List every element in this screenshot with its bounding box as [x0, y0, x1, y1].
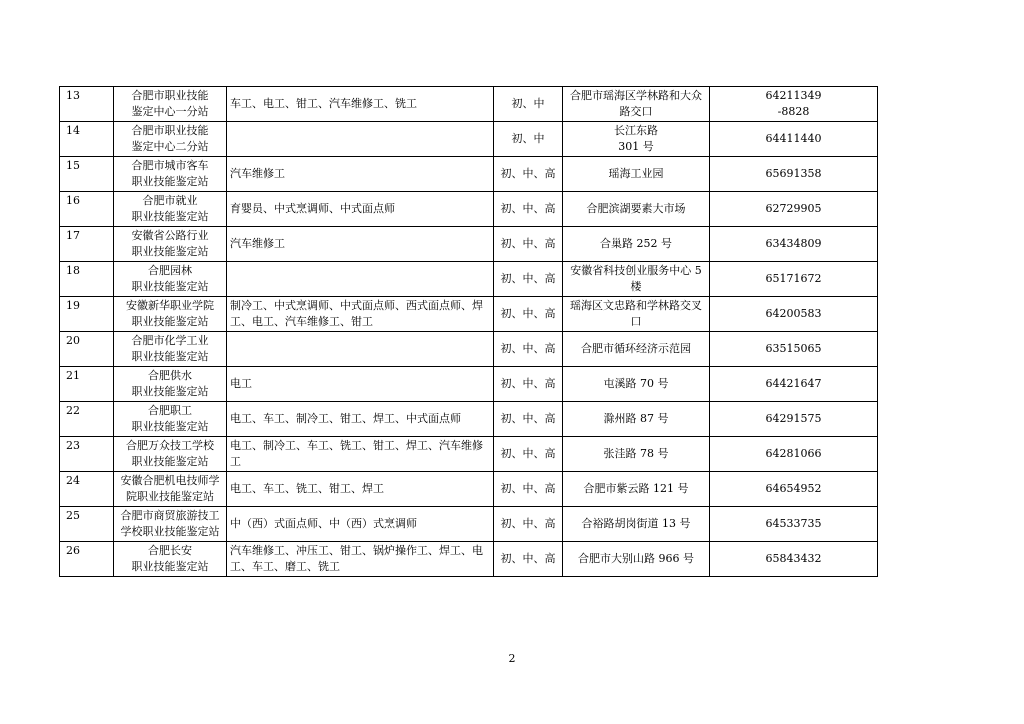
- cell-station-name-line: 鉴定中心一分站: [131, 105, 209, 118]
- cell-occupations: [227, 122, 494, 157]
- table-row: [60, 87, 878, 122]
- station-table: [59, 86, 878, 577]
- cell-occupations-line: 汽车维修工: [230, 237, 285, 250]
- cell-station-name-line: 职业技能鉴定站: [131, 315, 209, 328]
- cell-phone-line: 64411440: [765, 132, 822, 145]
- cell-number-text: 26: [66, 544, 80, 557]
- cell-occupations: [227, 227, 494, 262]
- cell-occupations: [227, 192, 494, 227]
- cell-level: [494, 367, 563, 402]
- cell-station-name-line: 安徽合肥机电技师学: [120, 474, 220, 487]
- cell-occupations-line: 电工、车工、制冷工、钳工、焊工、中式面点师: [230, 412, 461, 425]
- table-row: [60, 437, 878, 472]
- cell-address: [563, 297, 710, 332]
- cell-station-name-line: 合肥长安: [148, 544, 192, 557]
- cell-phone-line: 64533735: [765, 517, 822, 530]
- cell-number-text: 22: [66, 404, 80, 417]
- cell-address-line: 口: [630, 315, 642, 328]
- cell-station-name-line: 合肥市商贸旅游技工: [120, 509, 220, 522]
- cell-phone-line: 65691358: [765, 167, 822, 180]
- cell-level: [494, 542, 563, 577]
- cell-address: [563, 507, 710, 542]
- cell-occupations-line: 工、电工、汽车维修工、钳工: [230, 315, 373, 328]
- cell-number-text: 25: [66, 509, 80, 522]
- cell-level: [494, 437, 563, 472]
- table-row: [60, 227, 878, 262]
- cell-station-name-line: 合肥园林: [148, 264, 192, 277]
- cell-station-name: [114, 87, 227, 122]
- cell-station-name: [114, 262, 227, 297]
- cell-occupations-line: 电工: [230, 377, 252, 390]
- cell-station-name-line: 职业技能鉴定站: [131, 385, 209, 398]
- cell-phone-line: 63515065: [765, 342, 822, 355]
- cell-level-text: 初、中、高: [500, 517, 556, 530]
- cell-phone-line: 62729905: [765, 202, 822, 215]
- cell-level: [494, 332, 563, 367]
- cell-number: [60, 227, 114, 262]
- cell-address-line: 合肥市紫云路 121 号: [583, 482, 689, 495]
- cell-occupations: [227, 402, 494, 437]
- cell-station-name: [114, 157, 227, 192]
- cell-address-line: 合肥市大别山路 966 号: [578, 552, 694, 565]
- cell-occupations: [227, 542, 494, 577]
- cell-address-line: 楼: [630, 280, 642, 293]
- cell-address-line: 安徽省科技创业服务中心 5: [570, 264, 702, 277]
- cell-level: [494, 192, 563, 227]
- cell-address: [563, 332, 710, 367]
- cell-phone-line: 64200583: [765, 307, 822, 320]
- cell-address: [563, 87, 710, 122]
- cell-station-name-line: 鉴定中心二分站: [131, 140, 209, 153]
- cell-phone: [710, 87, 878, 122]
- cell-number-text: 16: [66, 194, 80, 207]
- cell-level-text: 初、中、高: [500, 202, 556, 215]
- table-row: [60, 192, 878, 227]
- cell-number: [60, 472, 114, 507]
- cell-station-name: [114, 402, 227, 437]
- cell-occupations-line: 育婴员、中式烹调师、中式面点师: [230, 202, 395, 215]
- cell-occupations: [227, 437, 494, 472]
- table-row: [60, 332, 878, 367]
- cell-station-name-line: 院职业技能鉴定站: [126, 490, 214, 503]
- cell-level-text: 初、中、高: [500, 447, 556, 460]
- cell-station-name: [114, 542, 227, 577]
- cell-phone-line: 65843432: [765, 552, 822, 565]
- cell-number: [60, 262, 114, 297]
- cell-station-name-line: 安徽新华职业学院: [126, 299, 214, 312]
- cell-address: [563, 402, 710, 437]
- cell-station-name-line: 职业技能鉴定站: [131, 245, 209, 258]
- cell-phone: [710, 507, 878, 542]
- cell-level-text: 初、中、高: [500, 237, 556, 250]
- table-row: [60, 297, 878, 332]
- table-body: [60, 87, 878, 577]
- cell-occupations-line: 工、车工、磨工、铣工: [230, 560, 340, 573]
- cell-station-name: [114, 472, 227, 507]
- cell-station-name-line: 合肥市就业: [142, 194, 198, 207]
- cell-phone-line: 65171672: [765, 272, 822, 285]
- cell-address: [563, 542, 710, 577]
- cell-level-text: 初、中、高: [500, 377, 556, 390]
- table-row: [60, 402, 878, 437]
- cell-address-line: 合肥市循环经济示范园: [581, 342, 691, 355]
- cell-station-name: [114, 227, 227, 262]
- cell-phone: [710, 332, 878, 367]
- cell-phone-line: 64421647: [765, 377, 822, 390]
- cell-number: [60, 157, 114, 192]
- cell-phone: [710, 472, 878, 507]
- cell-level-text: 初、中、高: [500, 552, 556, 565]
- cell-level-text: 初、中: [511, 97, 545, 110]
- cell-phone: [710, 157, 878, 192]
- cell-station-name-line: 学校职业技能鉴定站: [120, 525, 220, 538]
- cell-number-text: 23: [66, 439, 80, 452]
- cell-station-name: [114, 367, 227, 402]
- cell-phone: [710, 192, 878, 227]
- cell-number-text: 19: [66, 299, 80, 312]
- cell-address: [563, 472, 710, 507]
- cell-phone: [710, 437, 878, 472]
- cell-station-name-line: 合肥市城市客车: [131, 159, 209, 172]
- cell-station-name-line: 职业技能鉴定站: [131, 420, 209, 433]
- cell-address: [563, 262, 710, 297]
- cell-phone: [710, 122, 878, 157]
- cell-phone-line: 64281066: [765, 447, 822, 460]
- cell-number: [60, 437, 114, 472]
- cell-station-name-line: 合肥职工: [148, 404, 192, 417]
- cell-number: [60, 367, 114, 402]
- cell-number: [60, 192, 114, 227]
- cell-phone: [710, 402, 878, 437]
- cell-occupations-line: 车工、电工、钳工、汽车维修工、铣工: [230, 97, 417, 110]
- cell-station-name-line: 职业技能鉴定站: [131, 280, 209, 293]
- cell-phone: [710, 367, 878, 402]
- cell-address-line: 瑶海区文忠路和学林路交叉: [570, 299, 702, 312]
- cell-level: [494, 262, 563, 297]
- cell-occupations: [227, 332, 494, 367]
- cell-address: [563, 122, 710, 157]
- cell-station-name-line: 合肥市职业技能: [131, 124, 209, 137]
- cell-number-text: 21: [66, 369, 80, 382]
- cell-station-name-line: 合肥市职业技能: [131, 89, 209, 102]
- cell-phone: [710, 262, 878, 297]
- cell-occupations: [227, 297, 494, 332]
- cell-level: [494, 507, 563, 542]
- cell-station-name-line: 职业技能鉴定站: [131, 560, 209, 573]
- cell-occupations-line: 汽车维修工、冲压工、钳工、锅炉操作工、焊工、电: [230, 544, 483, 557]
- cell-address-line: 合肥市瑶海区学林路和大众: [570, 89, 702, 102]
- cell-level: [494, 122, 563, 157]
- cell-level-text: 初、中、高: [500, 342, 556, 355]
- table-row: [60, 507, 878, 542]
- cell-address-line: 301 号: [618, 140, 654, 153]
- cell-occupations-line: 电工、制冷工、车工、铣工、钳工、焊工、汽车维修: [230, 439, 483, 452]
- page-number: 2: [508, 652, 516, 665]
- cell-occupations: [227, 262, 494, 297]
- cell-address-line: 路交口: [619, 105, 653, 118]
- cell-level-text: 初、中、高: [500, 307, 556, 320]
- cell-phone-line: -8828: [777, 105, 810, 118]
- cell-number: [60, 402, 114, 437]
- cell-number: [60, 297, 114, 332]
- cell-number-text: 14: [66, 124, 80, 137]
- cell-level: [494, 227, 563, 262]
- cell-level-text: 初、中、高: [500, 482, 556, 495]
- table-row: [60, 157, 878, 192]
- cell-phone-line: 64211349: [765, 89, 822, 102]
- cell-address: [563, 437, 710, 472]
- cell-station-name-line: 合肥市化学工业: [131, 334, 209, 347]
- cell-level: [494, 87, 563, 122]
- cell-station-name: [114, 332, 227, 367]
- cell-number: [60, 332, 114, 367]
- cell-occupations-line: 工: [230, 455, 241, 468]
- cell-address-line: 合裕路胡岗街道 13 号: [581, 517, 691, 530]
- cell-station-name-line: 职业技能鉴定站: [131, 175, 209, 188]
- cell-station-name: [114, 297, 227, 332]
- cell-station-name-line: 职业技能鉴定站: [131, 210, 209, 223]
- cell-number-text: 20: [66, 334, 80, 347]
- cell-level: [494, 402, 563, 437]
- table-row: [60, 262, 878, 297]
- table-row: [60, 472, 878, 507]
- cell-number: [60, 507, 114, 542]
- cell-occupations-line: 电工、车工、铣工、钳工、焊工: [230, 482, 384, 495]
- cell-occupations: [227, 367, 494, 402]
- cell-phone: [710, 227, 878, 262]
- cell-address: [563, 192, 710, 227]
- cell-occupations: [227, 87, 494, 122]
- cell-occupations-line: 汽车维修工: [230, 167, 285, 180]
- cell-address-line: 合肥滨湖要素大市场: [586, 202, 686, 215]
- cell-number-text: 15: [66, 159, 80, 172]
- cell-level: [494, 297, 563, 332]
- cell-station-name: [114, 437, 227, 472]
- cell-level: [494, 472, 563, 507]
- cell-address-line: 瑶海工业园: [608, 167, 664, 180]
- cell-level-text: 初、中: [511, 132, 545, 145]
- cell-address-line: 合巢路 252 号: [600, 237, 672, 250]
- table-row: [60, 122, 878, 157]
- cell-number: [60, 87, 114, 122]
- cell-occupations-line: 中（西）式面点师、中（西）式烹调师: [230, 517, 417, 530]
- cell-level-text: 初、中、高: [500, 272, 556, 285]
- cell-station-name: [114, 192, 227, 227]
- cell-station-name-line: 职业技能鉴定站: [131, 455, 209, 468]
- cell-occupations: [227, 472, 494, 507]
- cell-station-name-line: 合肥供水: [148, 369, 192, 382]
- cell-level-text: 初、中、高: [500, 167, 556, 180]
- cell-station-name-line: 职业技能鉴定站: [131, 350, 209, 363]
- cell-address: [563, 227, 710, 262]
- cell-level: [494, 157, 563, 192]
- cell-number: [60, 542, 114, 577]
- cell-number-text: 13: [66, 89, 80, 102]
- table-row: [60, 542, 878, 577]
- cell-number-text: 24: [66, 474, 80, 487]
- cell-number: [60, 122, 114, 157]
- cell-address-line: 长江东路: [614, 124, 658, 137]
- cell-level-text: 初、中、高: [500, 412, 556, 425]
- cell-address: [563, 157, 710, 192]
- cell-occupations-line: 制冷工、中式烹调师、中式面点师、西式面点师、焊: [230, 299, 483, 312]
- cell-number-text: 18: [66, 264, 80, 277]
- cell-phone-line: 64654952: [765, 482, 822, 495]
- table-row: [60, 367, 878, 402]
- cell-phone-line: 64291575: [765, 412, 822, 425]
- cell-phone-line: 63434809: [765, 237, 822, 250]
- cell-station-name: [114, 507, 227, 542]
- cell-occupations: [227, 507, 494, 542]
- cell-address-line: 屯溪路 70 号: [603, 377, 669, 390]
- cell-station-name-line: 安徽省公路行业: [131, 229, 209, 242]
- cell-number-text: 17: [66, 229, 80, 242]
- cell-phone: [710, 542, 878, 577]
- cell-station-name: [114, 122, 227, 157]
- cell-occupations: [227, 157, 494, 192]
- cell-address: [563, 367, 710, 402]
- cell-address-line: 张洼路 78 号: [603, 447, 669, 460]
- cell-phone: [710, 297, 878, 332]
- cell-address-line: 滁州路 87 号: [603, 412, 669, 425]
- cell-station-name-line: 合肥万众技工学校: [126, 439, 214, 452]
